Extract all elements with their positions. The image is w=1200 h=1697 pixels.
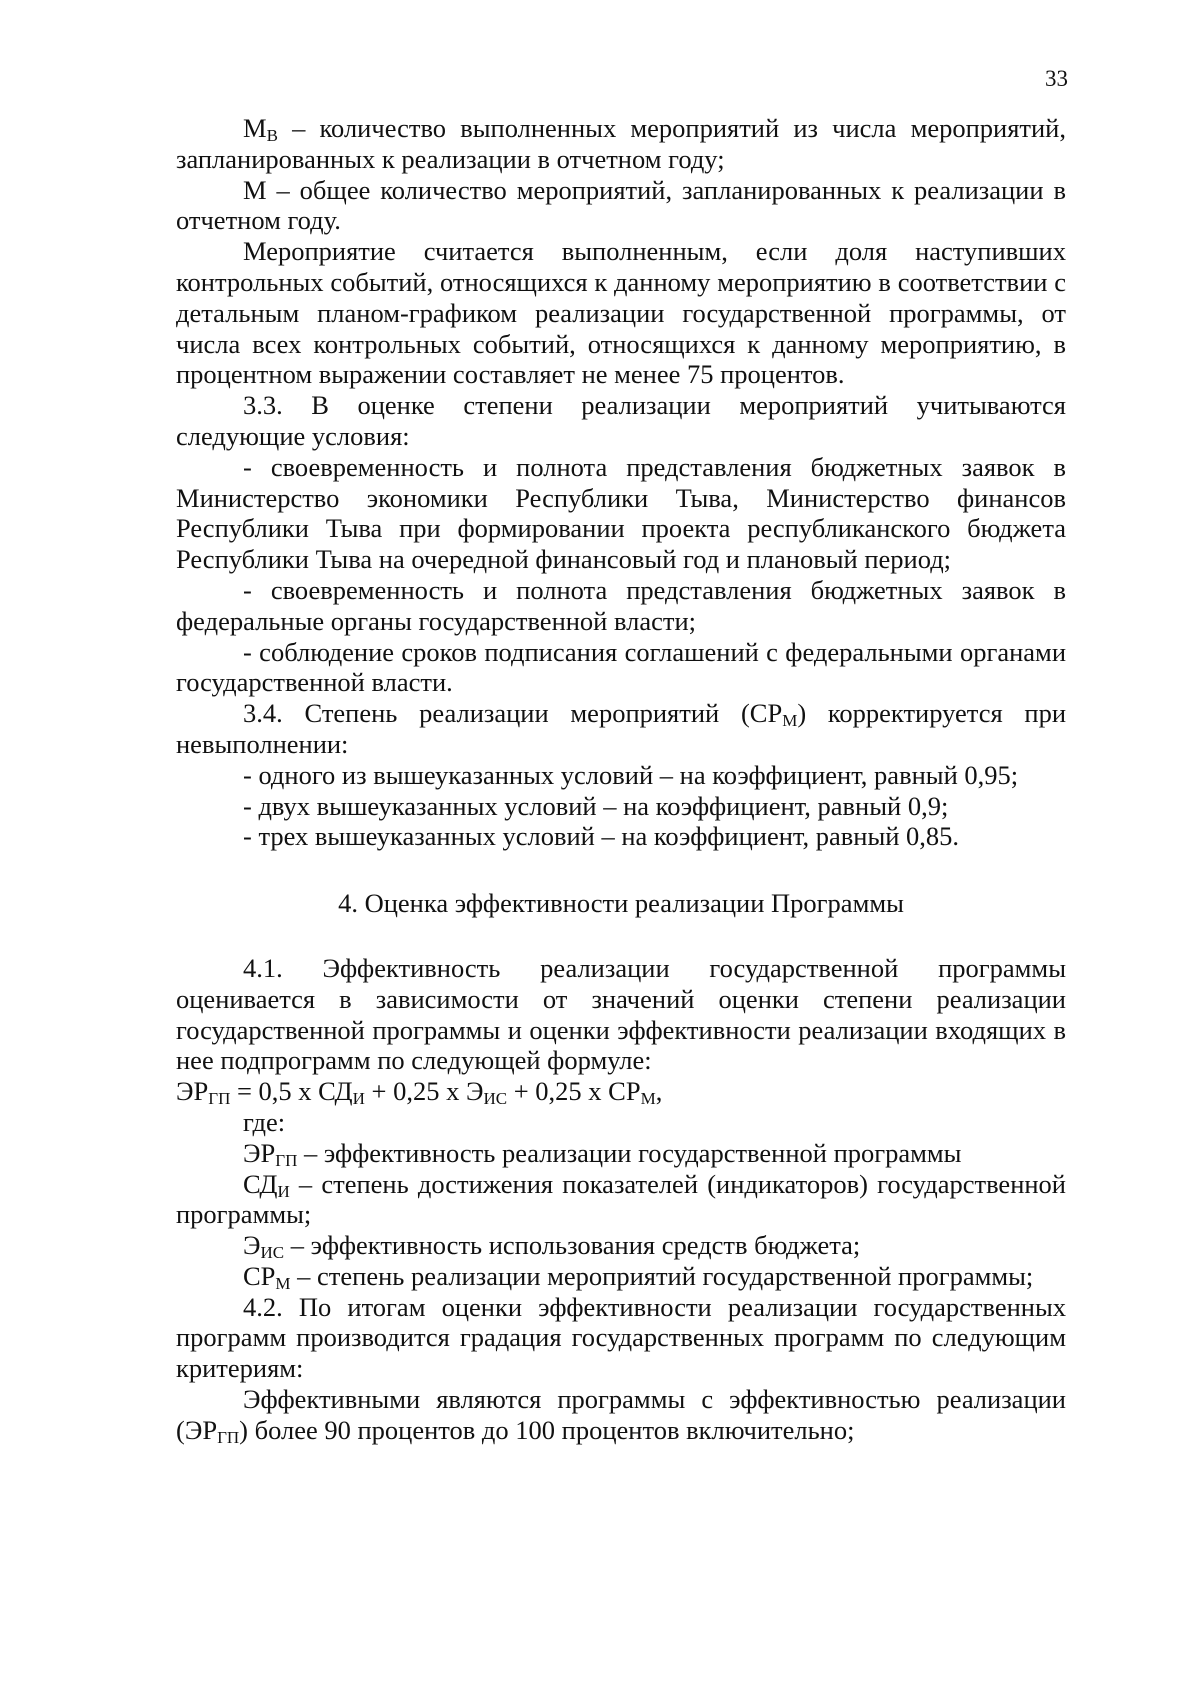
definition-srm: $СР_М$ – степень реализации мероприятий государственной программы; (243, 1260, 1034, 1293)
paragraph-3-4: 3.4. Степень реализации мероприятий $(СР_М)$ корректируется при невыполнении: (176, 698, 1067, 759)
paragraph-completion-rule: Мероприятие считается выполненным, если доля наступивших контрольных событий, относящихся к данному мероприятию в соответствии с детальным планом-графиком реализации государственной программы, от числа всех контрольных событий, относящихся к данному мероприятию, в процентном выражении составляет не менее 75 процентов. (176, 236, 1066, 390)
coefficient-item-2: - двух вышеуказанных условий – на коэффициент, равный 0,9; (243, 790, 949, 821)
paragraph-effective-programs: Эффективными являются программы с эффективностью реализации $(ЭР_{ГП})$ более 90 процентов до 100 процентов включительно; (176, 1384, 1066, 1447)
paragraph-3-3: 3.3. В оценке степени реализации мероприятий учитываются следующие условия: (176, 390, 1066, 451)
page-number: 33 (1045, 66, 1068, 91)
paragraph-4-1: 4.1. Эффективность реализации государственной программы оценивается в зависимости от значений оценки степени реализации государственной программы и оценки эффективности реализации входящих в нее подпрограмм по следующей формуле: (176, 952, 1066, 1076)
definition-sdi: $СД_И$ – степень достижения показателей (индикаторов) государственной программы; (176, 1168, 1066, 1230)
section-heading: 4. Оценка эффективности реализации Программы (338, 888, 904, 919)
definition-ergp: $ЭР_{ГП}$ – эффективность реализации государственной программы (243, 1137, 962, 1170)
paragraph-4-2: 4.2. По итогам оценки эффективности реализации государственных программ производится градация государственных программ по следующим критериям: (176, 1291, 1066, 1384)
condition-item-3: - соблюдение сроков подписания соглашений с федеральными органами государственной власти. (176, 636, 1066, 698)
definition-eis: $Э_{ИС}$ – эффективность использования средств бюджета; (243, 1230, 861, 1263)
where-label: где: (243, 1106, 286, 1137)
efficiency-formula: $ЭР_{ГП} = 0,5$ х $СД_И + 0,25$ х $Э_{ИС} + 0,25$ х $СР_М$, (176, 1076, 663, 1109)
coefficient-item-1: - одного из вышеуказанных условий – на коэффициент, равный 0,95; (243, 759, 1019, 790)
paragraph-mv-definition: $М_В$ – количество выполненных мероприятий из числа мероприятий, запланированных к реализации в отчетном году; (176, 113, 1066, 174)
document-body (176, 113, 1066, 1446)
condition-item-2: - своевременность и полнота представления бюджетных заявок в федеральные органы государственной власти; (176, 574, 1066, 636)
condition-item-1: - своевременность и полнота представления бюджетных заявок в Министерство экономики Республики Тыва, Министерство финансов Республики Тыва при формировании проекта республиканского бюджета Республики Тыва на очередной финансовый год и плановый период; (176, 451, 1066, 575)
coefficient-item-3: - трех вышеуказанных условий – на коэффициент, равный 0,85. (243, 821, 960, 852)
paragraph-m-definition: М – общее количество мероприятий, запланированных к реализации в отчетном году. (176, 174, 1066, 236)
